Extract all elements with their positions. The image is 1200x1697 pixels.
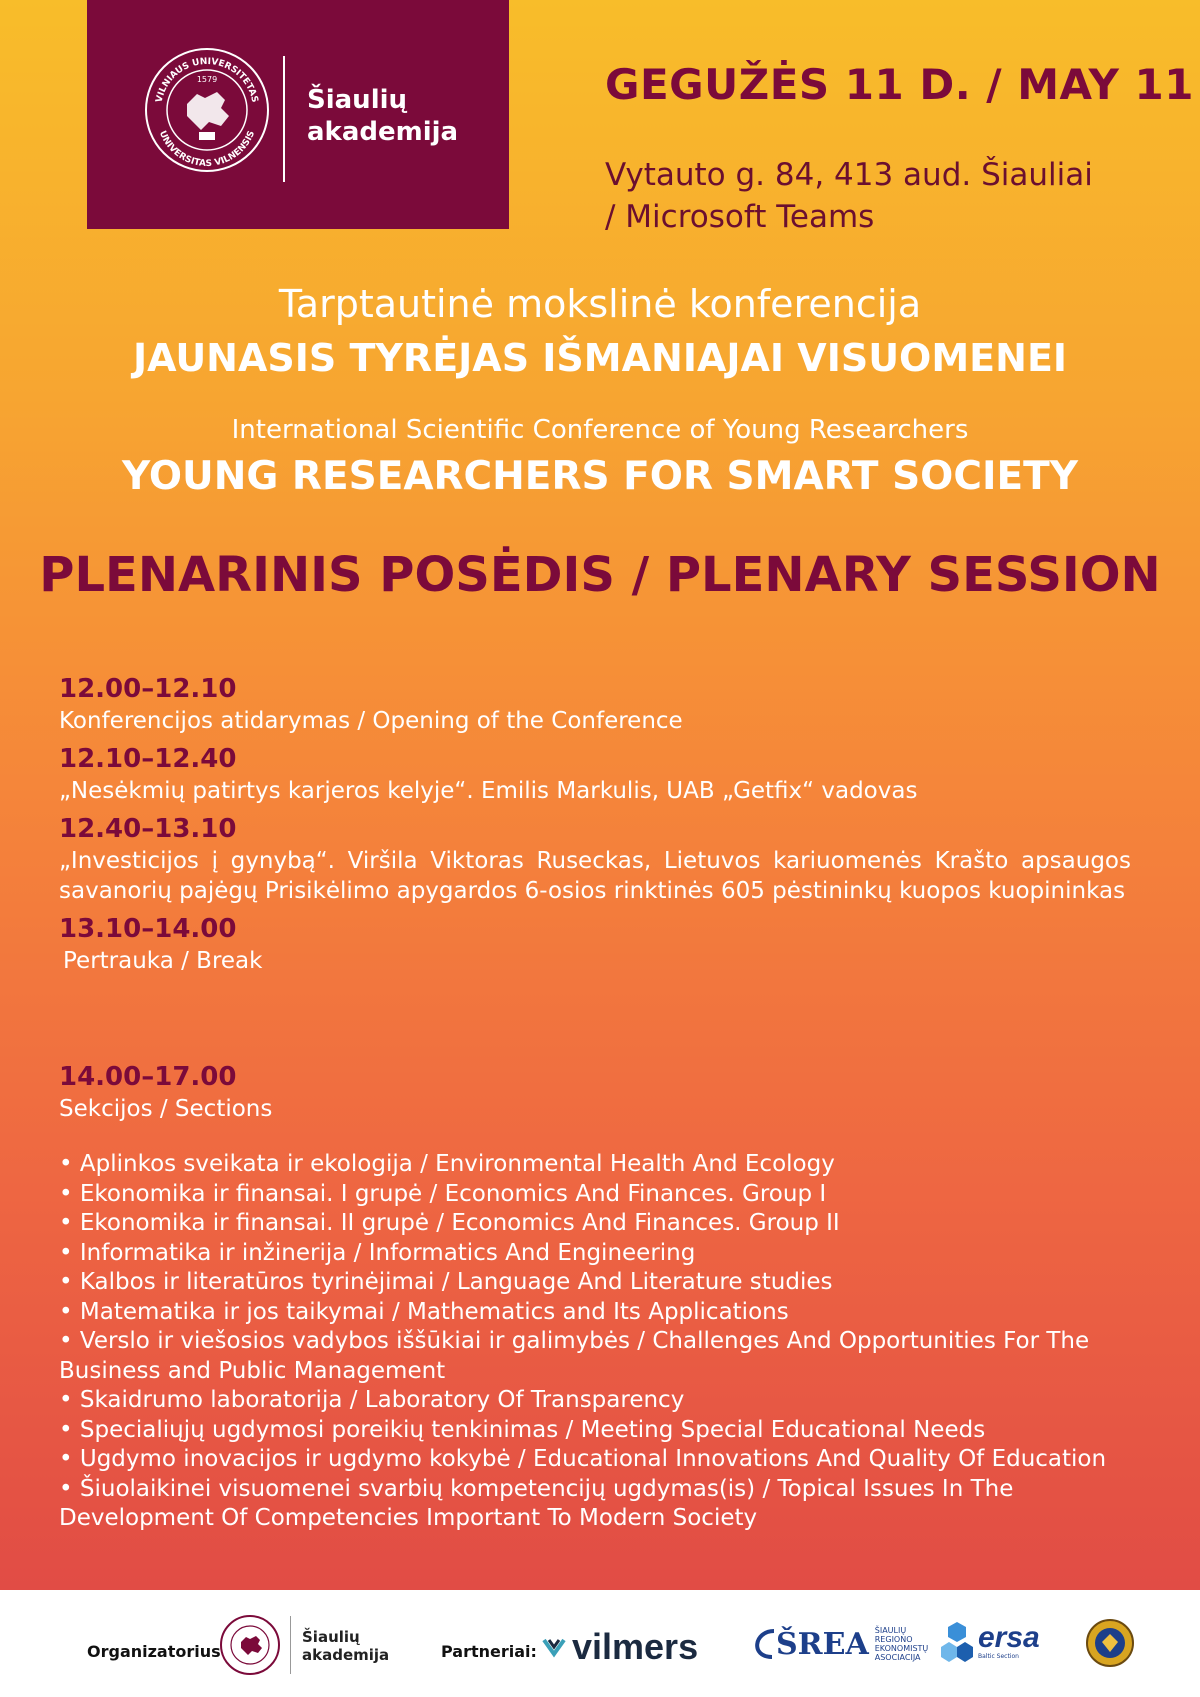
organizer-line2: akademija (302, 1646, 390, 1664)
en-subtitle: International Scientific Conference of Young Researchers (231, 415, 969, 445)
section-item: • Ekonomika ir finansai. I grupė / Economics And Finances. Group I (59, 1180, 827, 1207)
logo-divider (283, 56, 285, 182)
lt-title: JAUNASIS TYRĖJAS IŠMANIAJAI VISUOMENEI (132, 336, 1068, 380)
logo-text (307, 84, 458, 148)
srea-subtitle: ŠIAULIŲ REGIONO EKONOMISTŲ ASOCIACIJA (874, 1626, 929, 1662)
university-seal-small-icon (219, 1614, 281, 1676)
vilmers-text: vilmers (572, 1626, 699, 1667)
section-item: • Aplinkos sveikata ir ekologija / Environmental Health And Ecology (59, 1151, 835, 1177)
lt-subtitle: Tarptautinė mokslinė konferencija (278, 282, 922, 326)
sections-header (59, 1060, 1131, 1130)
venue-line1: Vytauto g. 84, 413 aud. Šiauliai (605, 157, 1093, 193)
event-date: GEGUŽĖS 11 D. / MAY 11 (605, 60, 1194, 109)
agenda-time: 13.10–14.00 (59, 914, 237, 944)
section-item: • Ekonomika ir finansai. II grupė / Economics And Finances. Group II (59, 1210, 840, 1236)
sections-label: Sekcijos / Sections (59, 1096, 273, 1122)
section-item: • Verslo ir viešosios vadybos iššūkiai ir galimybės / Challenges And Opportunities For The Business and Public Management (59, 1328, 1090, 1384)
logo-line1: Šiaulių (307, 85, 408, 115)
section-item: • Specialiųjų ugdymosi poreikių tenkinimas / Meeting Special Educational Needs (59, 1416, 986, 1443)
event-venue (605, 154, 1093, 238)
university-logo-block (87, 0, 509, 229)
seal-text-top: VILNIAUS UNIVERSITETAS (154, 56, 260, 104)
srea-text: ŠREA (776, 1626, 869, 1662)
ersa-hexagon-icon (940, 1620, 974, 1664)
agenda-item (59, 812, 1131, 906)
section-item: • Šiuolaikinei visuomenei svarbių kompetencijų ugdymas(is) / Topical Issues In The Development Of Competencies Important To Modern Society (59, 1475, 1014, 1531)
organizer-label: Organizatorius (87, 1642, 221, 1661)
agenda-text: „Nesėkmių patirtys karjeros kelyje“. Emilis Markulis, UAB „Getfix“ vadovas (59, 778, 918, 804)
footer (0, 1590, 1200, 1697)
sections-time: 14.00–17.00 (59, 1062, 237, 1092)
sections-list (59, 1150, 1139, 1534)
section-item: • Ugdymo inovacijos ir ugdymo kokybė / Educational Innovations And Quality Of Education (59, 1446, 1107, 1472)
ersa-subtitle: Baltic Section (978, 1653, 1019, 1660)
section-item: • Informatika ir inžinerija / Informatics And Engineering (59, 1239, 696, 1266)
ersa-text: ersa (978, 1621, 1040, 1654)
ersa-logo (940, 1620, 1040, 1664)
agenda-item (59, 672, 1131, 736)
section-item: • Skaidrumo laboratorija / Laboratory Of Transparency (59, 1387, 685, 1413)
section-item: • Kalbos ir literatūros tyrinėjimai / Language And Literature studies (59, 1269, 833, 1295)
vilmers-chevron-icon (542, 1636, 566, 1658)
agenda (59, 672, 1131, 982)
agenda-text: Pertrauka / Break (63, 948, 263, 974)
srea-logo (748, 1626, 928, 1662)
seal-text-bottom: UNIVERSITAS VILNENSIS (156, 129, 258, 170)
agenda-item (59, 912, 1131, 976)
university-seal-icon (143, 46, 271, 174)
organizer-name (302, 1628, 389, 1664)
section-item: • Matematika ir jos taikymai / Mathematics and Its Applications (59, 1298, 789, 1325)
agenda-text: „Investicijos į gynybą“. Viršila Viktoras Ruseckas, Lietuvos kariuomenės Krašto apsaugos savanorių pajėgų Prisikėlimo apygardos 6-osios rinktinės 605 pėstininkų kuopos kuopininkas (59, 848, 1131, 904)
partner-emblem-icon (1085, 1618, 1135, 1668)
venue-line2: / Microsoft Teams (605, 199, 875, 235)
seal-year: 1579 (196, 75, 218, 84)
agenda-time: 12.00–12.10 (59, 674, 237, 704)
en-title: YOUNG RESEARCHERS FOR SMART SOCIETY (122, 454, 1078, 499)
vilmers-logo (542, 1626, 698, 1668)
session-heading: PLENARINIS POSĖDIS / PLENARY SESSION (39, 547, 1161, 603)
agenda-text: Konferencijos atidarymas / Opening of the Conference (59, 708, 683, 734)
agenda-time: 12.10–12.40 (59, 744, 237, 774)
agenda-item (59, 742, 1131, 806)
organizer-line1: Šiaulių (302, 1628, 360, 1646)
agenda-time: 12.40–13.10 (59, 814, 237, 844)
partners-label: Partneriai: (441, 1642, 537, 1661)
footer-divider (290, 1616, 291, 1674)
logo-line2: akademija (307, 117, 459, 147)
srea-swoosh-icon (748, 1627, 776, 1661)
